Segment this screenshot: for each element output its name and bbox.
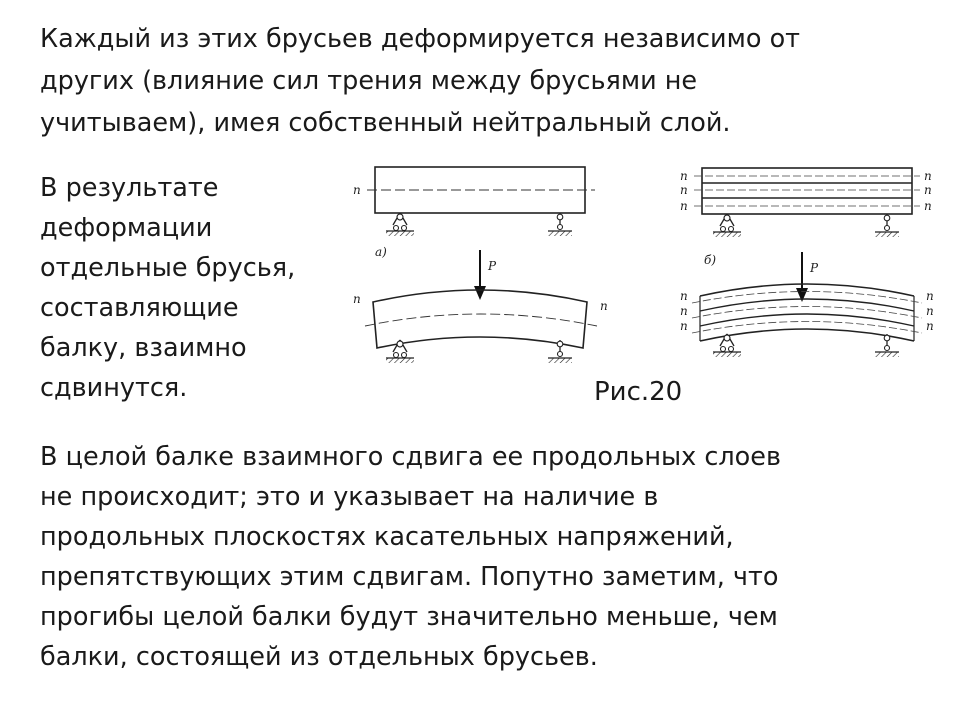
neutral-axis-label: n (926, 289, 934, 303)
text-line: учитываем), имея собственный нейтральный слой. (40, 108, 731, 138)
text-line: сдвинутся. (40, 373, 188, 403)
layered-straight-beam (694, 168, 920, 214)
pin-support (386, 340, 414, 363)
figure-b-label: б) (704, 253, 717, 267)
roller-support (548, 213, 572, 236)
neutral-axis-label: n (680, 319, 688, 333)
text-line: балки, состоящей из отдельных брусьев. (40, 642, 598, 672)
figure-solid-beam (345, 160, 615, 375)
neutral-axis-label: n (680, 199, 688, 213)
neutral-axis-label: n (680, 289, 688, 303)
neutral-axis-label: n (600, 299, 608, 313)
text-line: других (влияние сил трения между брусьями не (40, 66, 698, 96)
neutral-axis-label: n (926, 304, 934, 318)
text-line: В результате (40, 173, 219, 203)
text-line: препятствующих этим сдвигам. Попутно заметим, что (40, 562, 779, 592)
text-line: В целой балке взаимного сдвига ее продольных слоев (40, 442, 781, 472)
text-line: деформации (40, 213, 213, 243)
text-line: прогибы целой балки будут значительно меньше, чем (40, 602, 778, 632)
roller-support (548, 340, 572, 363)
text-line: составляющие (40, 293, 239, 323)
force-arrow-icon (796, 252, 808, 302)
neutral-axis-label: n (680, 169, 688, 183)
figure-caption: Рис.20 (594, 377, 683, 407)
straight-beam (367, 167, 595, 213)
force-label: P (488, 259, 497, 273)
figure-a-label: а) (375, 245, 387, 259)
text-line: балку, взаимно (40, 333, 247, 363)
text-line: продольных плоскостях касательных напряжений, (40, 522, 734, 552)
conclusion-paragraph (40, 437, 781, 677)
neutral-axis-label: n (924, 183, 932, 197)
text-line: Каждый из этих брусьев деформируется независимо от (40, 24, 801, 54)
neutral-axis-label: n (353, 292, 361, 306)
layered-bent-beam (692, 284, 922, 341)
text-line: отдельные брусья, (40, 253, 296, 283)
bent-beam (365, 290, 597, 348)
neutral-axis-label: n (926, 319, 934, 333)
force-label: P (810, 261, 819, 275)
neutral-axis-label: n (680, 304, 688, 318)
side-paragraph (40, 168, 295, 408)
intro-paragraph (40, 18, 800, 144)
neutral-axis-label: n (680, 183, 688, 197)
text-line: не происходит; это и указывает на наличие в (40, 482, 659, 512)
neutral-axis-label: n (924, 199, 932, 213)
pin-support (386, 213, 414, 236)
force-arrow-icon (474, 250, 486, 300)
figure-layered-beam (672, 160, 952, 375)
neutral-axis-label: n (924, 169, 932, 183)
roller-support (875, 214, 899, 237)
neutral-axis-label: n (353, 183, 361, 197)
pin-support (713, 214, 741, 237)
